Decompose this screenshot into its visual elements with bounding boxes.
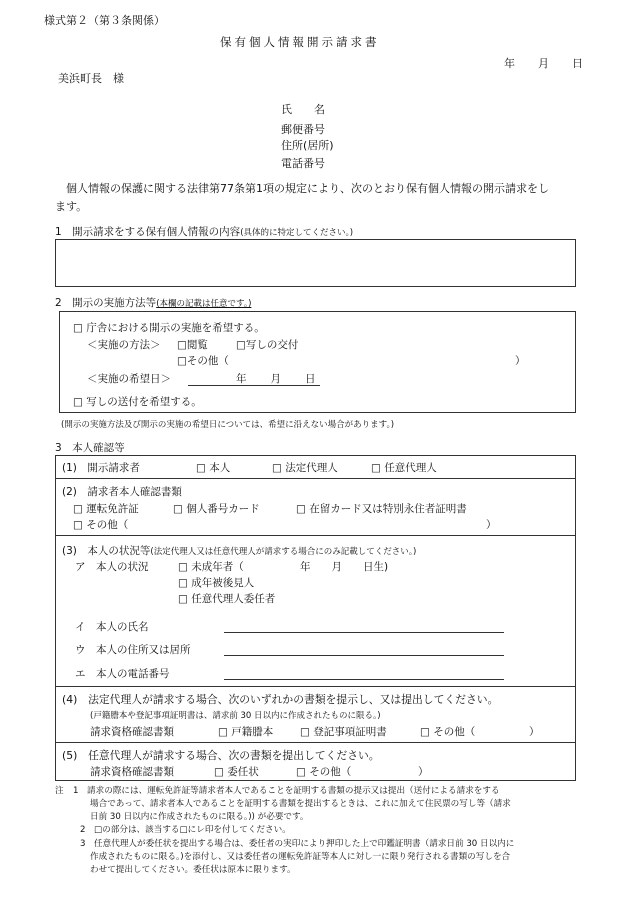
requester-type-label: (1) 開示請求者 <box>62 462 140 474</box>
section3-heading: 3 本人確認等 <box>55 442 125 454</box>
date-preference-underline <box>188 385 320 386</box>
notes-head: 注 <box>55 786 64 796</box>
requester-voluntary-agent-checkbox[interactable]: □ 任意代理人 <box>371 462 437 474</box>
date-month-field[interactable]: 月 <box>538 57 549 70</box>
principal-status-note: (法定代理人又は任意代理人が請求する場合にのみ記載してください。) <box>150 547 417 557</box>
requester-self-checkbox[interactable]: □ 本人 <box>196 462 231 474</box>
principal-ward-checkbox[interactable]: □ 成年被後見人 <box>178 577 255 589</box>
method-other-checkbox[interactable]: □その他（ <box>177 355 229 367</box>
section1-heading <box>55 224 353 239</box>
voluntary-other-checkbox[interactable]: □ その他（ <box>296 766 352 778</box>
legal-agent-qualification-label: 請求資格確認書類 <box>90 726 174 738</box>
id-other-close: ） <box>486 519 497 531</box>
voluntary-agent-docs-label: (5) 任意代理人が請求する場合、次の書類を提出してください。 <box>62 749 380 762</box>
requester-legal-agent-checkbox[interactable]: □ 法定代理人 <box>272 462 338 474</box>
principal-address-field[interactable] <box>224 655 504 656</box>
principal-name-label: イ 本人の氏名 <box>75 621 149 633</box>
date-day-field[interactable]: 日 <box>572 57 583 70</box>
principal-phone-field[interactable] <box>224 679 504 680</box>
legal-other-checkbox[interactable]: □ その他（ <box>420 726 476 738</box>
legal-other-close: ） <box>529 726 540 738</box>
section2-heading <box>55 295 251 310</box>
intro-text-line2: ます。 <box>55 200 88 213</box>
method-label: ＜実施の方法＞ <box>87 339 161 351</box>
section2-title: 2 開示の実施方法等 <box>55 297 157 309</box>
legal-registry-checkbox[interactable]: □ 登記事項証明書 <box>300 726 387 738</box>
option-office-checkbox[interactable]: □ 庁舎における開示の実施を希望する。 <box>73 322 265 334</box>
addressee: 美浜町長 様 <box>58 72 124 85</box>
intro-text-line1: 個人情報の保護に関する法律第77条第1項の規定により、次のとおり保有個人情報の開示請求をし <box>66 182 549 195</box>
note2: 2 □の部分は、該当する□にレ印を付してください。 <box>80 825 291 835</box>
note3-line2: 作成されたものに限る。)を添付し、又は委任者の運転免許証等本人に対し一に限り発行される書類の写しを合 <box>90 852 511 862</box>
page-title: 保有個人情報開示請求書 <box>220 35 380 49</box>
voluntary-agent-qualification-label: 請求資格確認書類 <box>90 766 174 778</box>
method-view-checkbox[interactable]: □閲覧 <box>177 339 208 351</box>
note1-line3: 日前 30 日以内に作成されたものに限る。)) が必要です。 <box>90 812 309 822</box>
principal-minor-birthdate-field[interactable]: 年 月 日生) <box>300 561 389 573</box>
divider <box>55 742 576 743</box>
date-preference-label: ＜実施の希望日＞ <box>87 373 171 385</box>
id-residence-card-checkbox[interactable]: □ 在留カード又は特別永住者証明書 <box>296 503 467 515</box>
requester-address-label: 住所(居所) <box>281 139 334 152</box>
option-mail-checkbox[interactable]: □ 写しの送付を希望する。 <box>73 396 202 408</box>
principal-delegator-checkbox[interactable]: □ 任意代理人委任者 <box>178 593 276 605</box>
principal-minor-checkbox[interactable]: □ 未成年者（ <box>178 561 244 573</box>
voluntary-proxy-checkbox[interactable]: □ 委任状 <box>214 766 259 778</box>
note3-line1: 3 任意代理人が委任状を提出する場合は、委任者の実印により押印した上で印鑑証明書（請求日前 30 日以内に <box>80 839 515 849</box>
section2-note: (本欄の記載は任意です。) <box>156 299 252 309</box>
legal-agent-docs-label: (4) 法定代理人が請求する場合、次のいずれかの書類を提示し、又は提出してください。 <box>62 693 499 706</box>
section1-note: (具体的に特定してください。) <box>240 228 354 238</box>
voluntary-other-close: ） <box>418 766 429 778</box>
legal-koseki-checkbox[interactable]: □ 戸籍謄本 <box>218 726 274 738</box>
id-docs-label: (2) 請求者本人確認書類 <box>62 486 182 498</box>
id-license-checkbox[interactable]: □ 運転免許証 <box>73 503 139 515</box>
section1-title: 1 開示請求をする保有個人情報の内容 <box>55 226 241 238</box>
requester-name-label: 氏 名 <box>281 103 325 116</box>
principal-name-field[interactable] <box>224 632 504 633</box>
principal-status-label: (3) 本人の状況等 <box>62 545 151 557</box>
id-mynumber-checkbox[interactable]: □ 個人番号カード <box>173 503 260 515</box>
section2-footnote: (開示の実施方法及び開示の実施の希望日については、希望に沿えない場合があります。) <box>61 420 395 430</box>
note1-line1: 1 請求の際には、運転免許証等請求者本人であることを証明する書類の提示又は提出（送付による請求をする <box>73 786 500 796</box>
principal-status-a-label: ア 本人の状況 <box>75 561 149 573</box>
section1-content-box[interactable] <box>55 239 576 287</box>
principal-status-heading <box>62 543 416 558</box>
divider <box>55 535 576 536</box>
note1-line2: 場合であって、請求者本人であることを証明する書類を提出するときは、これに加えて住民票の写し等（請求 <box>90 799 511 809</box>
divider <box>55 686 576 687</box>
method-copy-checkbox[interactable]: □写しの交付 <box>236 339 299 351</box>
method-other-close: ） <box>515 355 526 367</box>
date-preference-field[interactable]: 年 月 日 <box>236 373 317 385</box>
legal-agent-docs-note: (戸籍謄本や登記事項証明書は、請求前 30 日以内に作成されたものに限る。) <box>90 711 381 721</box>
principal-address-label: ウ 本人の住所又は居所 <box>75 644 191 656</box>
note3-line3: わせて提出してください。委任状は原本に限ります。 <box>90 865 296 875</box>
form-number: 様式第２（第３条関係） <box>44 14 165 27</box>
divider <box>55 478 576 479</box>
id-other-checkbox[interactable]: □ その他（ <box>73 519 129 531</box>
requester-phone-label: 電話番号 <box>281 157 325 170</box>
date-year-field[interactable]: 年 <box>504 57 515 70</box>
requester-postal-label: 郵便番号 <box>281 123 325 136</box>
principal-phone-label: エ 本人の電話番号 <box>75 668 170 680</box>
